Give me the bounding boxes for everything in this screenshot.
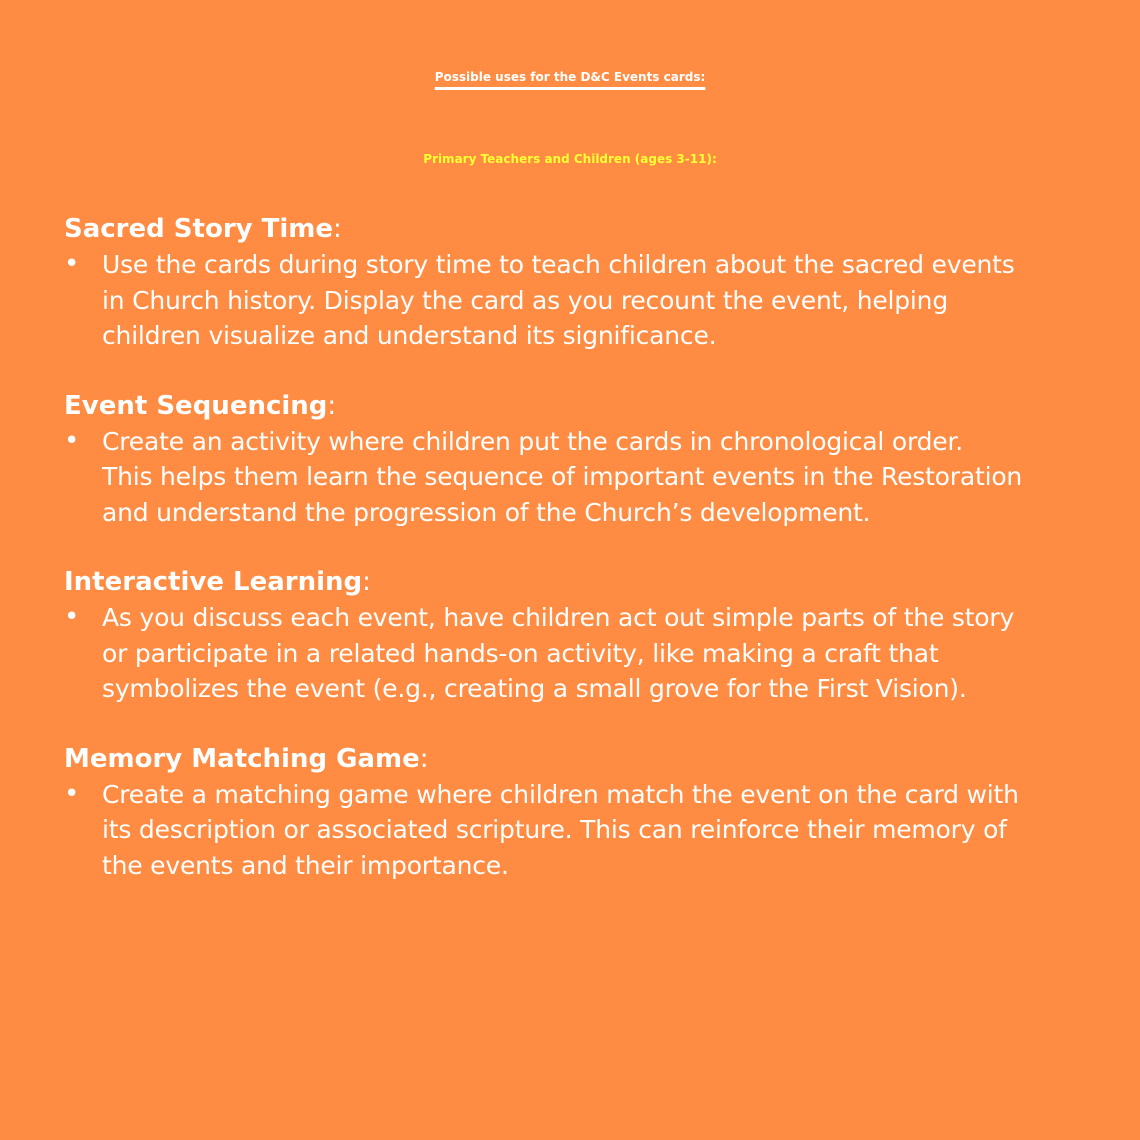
bullet-text-line: or participate in a related hands-on activity, like making a craft that bbox=[102, 638, 939, 668]
bullet-text-line: symbolizes the event (e.g., creating a small grove for the First Vision). bbox=[102, 674, 967, 703]
section-heading-colon: : bbox=[333, 214, 342, 244]
section-heading-text: Memory Matching Game bbox=[64, 743, 420, 774]
page-title: Possible uses for the D&C Events cards: bbox=[434, 70, 706, 84]
bullet-text-line: children visualize and understand its significance. bbox=[102, 321, 717, 350]
bullet-text-line: As you discuss each event, have children act out simple parts of the story bbox=[102, 603, 1015, 632]
section-heading bbox=[64, 565, 1124, 600]
bullet-text-line: Use the cards during story time to teach children about the sacred events bbox=[102, 250, 1015, 279]
section-heading-colon: : bbox=[362, 567, 371, 597]
bullet-item bbox=[64, 247, 1124, 354]
section-heading-text: Sacred Story Time bbox=[64, 214, 334, 244]
section-memory-matching-game bbox=[64, 742, 1124, 884]
bullet-dot: • bbox=[64, 778, 80, 809]
bullet-item bbox=[64, 777, 1124, 884]
section-heading-colon: : bbox=[419, 743, 429, 774]
bullet-dot: • bbox=[64, 425, 80, 456]
bullet-text-line: in Church history. Display the card as you recount the event, helping bbox=[102, 285, 948, 315]
section-heading bbox=[64, 389, 1124, 424]
bullet-text-line: This helps them learn the sequence of important events in the Restoration bbox=[102, 462, 1023, 491]
section-sacred-story-time bbox=[64, 212, 1124, 354]
bullet-text-line: Create a matching game where children match the event on the card with bbox=[102, 779, 1019, 809]
section-heading-text: Interactive Learning bbox=[64, 567, 363, 597]
page-subtitle: Primary Teachers and Children (ages 3-11): bbox=[423, 152, 717, 166]
bullet-item bbox=[64, 600, 1124, 707]
bullet-dot: • bbox=[64, 249, 80, 279]
bullet-item bbox=[64, 424, 1124, 531]
bullet-text-line: its description or associated scripture. This can reinforce their memory of bbox=[102, 815, 1007, 844]
section-heading bbox=[64, 212, 1124, 247]
sections-list bbox=[64, 212, 1124, 918]
section-heading-colon: : bbox=[327, 390, 337, 421]
section-event-sequencing bbox=[64, 389, 1124, 531]
bullet-text-line: Create an activity where children put the cards in chronological order. bbox=[102, 426, 964, 456]
section-interactive-learning bbox=[64, 565, 1124, 707]
bullet-dot: • bbox=[64, 602, 80, 632]
section-heading-text: Event Sequencing bbox=[64, 390, 328, 421]
bullet-text-line: and understand the progression of the Church’s development. bbox=[102, 497, 871, 527]
bullet-text-line: the events and their importance. bbox=[102, 850, 509, 880]
section-heading bbox=[64, 742, 1124, 777]
